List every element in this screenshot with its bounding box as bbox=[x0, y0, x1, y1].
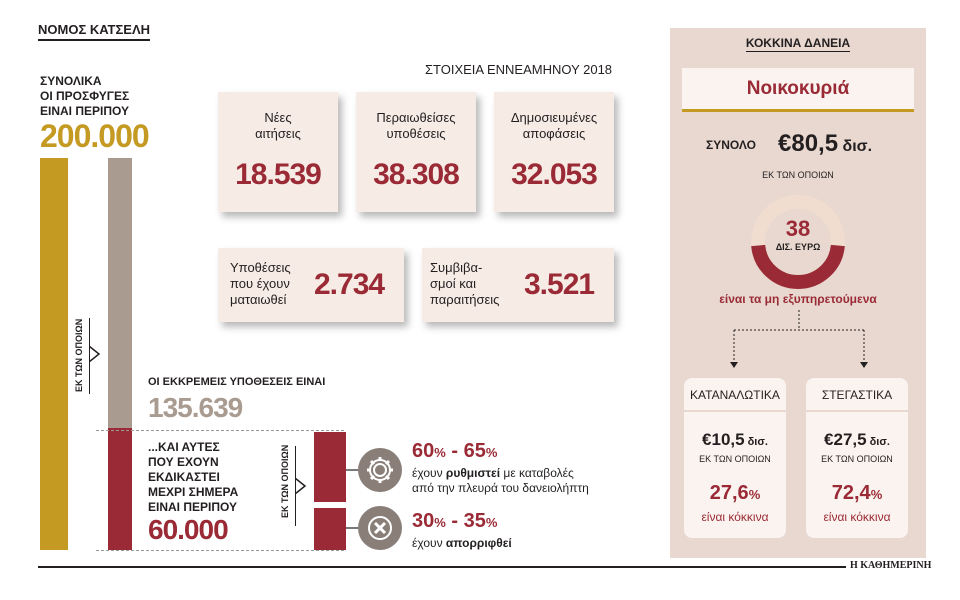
tried-bar bbox=[108, 428, 132, 550]
settled-description: έχουν ρυθμιστεί με καταβολές από την πλευρά του δανειολήπτη bbox=[412, 466, 589, 495]
settled-block bbox=[314, 432, 346, 502]
total-label-line: ΟΙ ΠΡΟΣΦΥΓΕΣ bbox=[40, 89, 130, 103]
stat-card-completed-cases: Περαιωθείσες υποθέσεις 38.308 bbox=[356, 92, 476, 212]
pending-label: ΟΙ ΕΚΚΡΕΜΕΙΣ ΥΠΟΘΕΣΕΙΣ ΕΙΝΑΙ bbox=[148, 376, 326, 388]
bracket-chevron-icon bbox=[89, 346, 103, 362]
donut-value: 38 bbox=[785, 216, 811, 241]
total-label-line: ΣΥΝΟΛΙΚΑ bbox=[40, 74, 102, 88]
pending-bar bbox=[108, 158, 132, 428]
tried-label-line: ...ΚΑΙ ΑΥΤΕΣ bbox=[148, 440, 220, 454]
of-which-vertical-label: ΕΚ ΤΩΝ ΟΠΟΙΩΝ bbox=[74, 318, 84, 392]
x-icon bbox=[358, 506, 402, 550]
split-connector-lines bbox=[724, 310, 874, 370]
tried-label-line: ΜΕΧΡΙ ΣΗΜΕΡΑ bbox=[148, 485, 239, 499]
total-bar bbox=[40, 158, 68, 550]
category-header: Νοικοκυριά bbox=[682, 68, 914, 112]
consumer-loans-card bbox=[684, 378, 786, 538]
stats-title: ΣΤΟΙΧΕΙΑ ΕΝΝΕΑΜΗΝΟΥ 2018 bbox=[425, 62, 613, 77]
mortgage-loans-percent: 72,4% bbox=[831, 482, 883, 504]
rejected-block bbox=[314, 508, 346, 550]
source-logo: Η ΚΑΘΗΜΕΡΙΝΗ bbox=[850, 560, 932, 571]
consumer-loans-percent: 27,6% bbox=[709, 482, 761, 504]
mortgage-loans-header: ΣΤΕΓΑΣΤΙΚΑ bbox=[806, 378, 908, 412]
stat-value: 38.308 bbox=[373, 158, 459, 191]
consumer-loans-header: ΚΑΤΑΝΑΛΩΤΙΚΑ bbox=[684, 378, 786, 412]
total-label bbox=[40, 74, 180, 119]
gear-icon bbox=[358, 448, 402, 492]
total-value: 200.000 bbox=[40, 118, 149, 154]
consumer-loans-amount: €10,5 δισ. bbox=[702, 430, 768, 449]
stat-value: 32.053 bbox=[511, 158, 597, 191]
pending-value: 135.639 bbox=[148, 392, 243, 423]
of-which-vertical-label-2: ΕΚ ΤΩΝ ΟΠΟΙΩΝ bbox=[280, 444, 290, 518]
rejected-percent: 30% - 35% bbox=[412, 510, 498, 532]
stat-card-new-applications: Νέες αιτήσεις 18.539 bbox=[218, 92, 338, 212]
stat-card-published-decisions: Δημοσιευμένες αποφάσεις 32.053 bbox=[494, 92, 614, 212]
rejected-description: έχουν απορριφθεί bbox=[412, 536, 512, 550]
panel-title: ΚΟΚΚΙΝΑ ΔΑΝΕΙΑ bbox=[745, 36, 851, 50]
tried-label-line: ΕΚΔΙΚΑΣΤΕΙ bbox=[148, 470, 220, 484]
divider-dashed bbox=[96, 430, 344, 431]
of-which-label: ΕΚ ΤΩΝ ΟΠΟΙΩΝ bbox=[699, 454, 771, 464]
mortgage-loans-red-label: είναι κόκκινα bbox=[823, 510, 891, 524]
total-loans-value: €80,5 δισ. bbox=[778, 130, 873, 157]
footer-rule bbox=[38, 566, 846, 568]
total-loans-label: ΣΥΝΟΛΟ bbox=[706, 138, 756, 152]
tried-label bbox=[148, 440, 268, 515]
stat-value: 2.734 bbox=[314, 268, 385, 301]
section-title: ΝΟΜΟΣ ΚΑΤΣΕΛΗ bbox=[38, 22, 150, 41]
divider-dashed bbox=[96, 550, 344, 551]
of-which-label: ΕΚ ΤΩΝ ΟΠΟΙΩΝ bbox=[821, 454, 893, 464]
tried-value: 60.000 bbox=[148, 514, 228, 545]
donut-unit: ΔΙΣ. ΕΥΡΩ bbox=[775, 242, 821, 252]
bad-loans-panel bbox=[670, 28, 926, 558]
settled-percent: 60% - 65% bbox=[412, 440, 498, 462]
of-which-label: ΕΚ ΤΩΝ ΟΠΟΙΩΝ bbox=[762, 170, 834, 180]
donut-caption: είναι τα μη εξυπηρετούμενα bbox=[719, 292, 877, 306]
total-label-line: ΕΙΝΑΙ ΠΕΡΙΠΟΥ bbox=[40, 104, 130, 118]
stat-value: 18.539 bbox=[235, 158, 321, 191]
bracket-chevron-icon bbox=[295, 478, 309, 494]
mortgage-loans-card bbox=[806, 378, 908, 538]
stat-value: 3.521 bbox=[524, 268, 595, 301]
consumer-loans-red-label: είναι κόκκινα bbox=[701, 510, 769, 524]
tried-label-line: ΠΟΥ ΕΧΟΥΝ bbox=[148, 455, 219, 469]
stat-card-settlements: Συμβιβα- σμοί και παραιτήσεις 3.521 bbox=[422, 248, 614, 322]
mortgage-loans-amount: €27,5 δισ. bbox=[824, 430, 890, 449]
tried-label-line: ΕΙΝΑΙ ΠΕΡΙΠΟΥ bbox=[148, 500, 238, 514]
stat-card-cancelled-cases: Υποθέσεις που έχουν ματαιωθεί 2.734 bbox=[218, 248, 404, 322]
